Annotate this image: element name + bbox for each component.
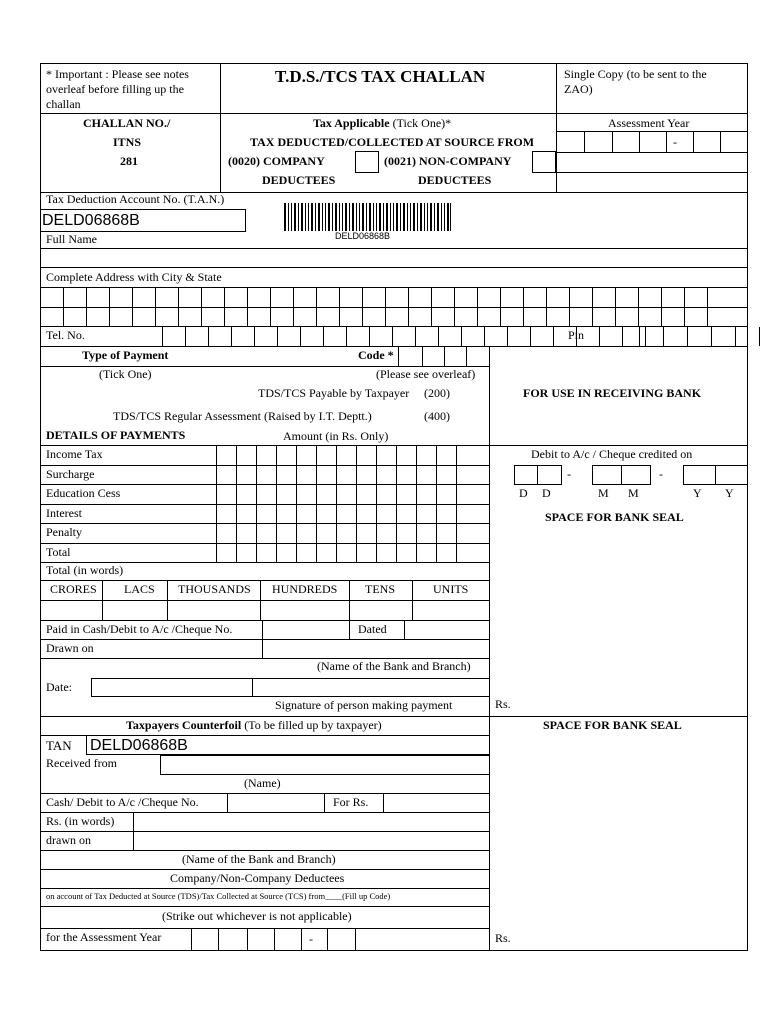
grid-line (454, 287, 455, 327)
itns-number: 281 (120, 154, 138, 168)
paid-in-label: Paid in Cash/Debit to A/c /Cheque No. (46, 622, 233, 636)
grid-line (456, 445, 457, 562)
details-row-label: Surcharge (46, 467, 95, 481)
signature-label: Signature of person making payment (275, 698, 453, 712)
units-label-crores: CRORES (50, 582, 97, 596)
grid-line (216, 445, 217, 562)
grid-line (301, 928, 302, 950)
tan-label: Tax Deduction Account No. (T.A.N.) (46, 192, 225, 206)
grid-line (489, 445, 490, 562)
grid-line (109, 287, 110, 327)
grid-line (40, 465, 490, 466)
counterfoil-cheque-field[interactable] (228, 794, 324, 812)
units-label-thousands: THOUSANDS (178, 582, 251, 596)
grid-line (408, 287, 409, 327)
grid-line (40, 287, 41, 327)
cheque-no-field[interactable] (263, 621, 349, 639)
option-payable-by-taxpayer[interactable]: TDS/TCS Payable by Taxpayer (258, 386, 410, 400)
grid-line (40, 523, 490, 524)
grid-line (362, 287, 363, 327)
date-fmt-m1: M (598, 486, 609, 500)
grid-line (431, 287, 432, 327)
grid-line (661, 287, 662, 327)
company-code: (0020) COMPANY (228, 154, 325, 168)
grid-line (208, 327, 209, 346)
counterfoil-title: Taxpayers Counterfoil (To be filled up by taxpayer) (126, 718, 382, 732)
grid-line (274, 928, 275, 950)
grid-line (40, 543, 490, 544)
total-in-words-label: Total (in words) (46, 563, 124, 577)
units-label-units: UNITS (433, 582, 469, 596)
noncompany-tick-box[interactable] (532, 151, 556, 173)
grid-line (40, 307, 748, 308)
grid-line (461, 327, 462, 346)
company-sub: DEDUCTEES (262, 173, 336, 187)
date-field[interactable] (91, 678, 253, 697)
grid-line (316, 445, 317, 562)
drawn-on-label: Drawn on (46, 641, 94, 655)
grid-line (477, 287, 478, 327)
grid-line (224, 287, 225, 327)
code-label: Code * (358, 348, 394, 362)
please-see-overleaf: (Please see overleaf) (376, 367, 476, 381)
bank-use-label: FOR USE IN RECEIVING BANK (523, 386, 702, 400)
tan-input[interactable]: DELD06868B (40, 209, 246, 232)
tax-applicable-label: Tax Applicable (Tick One)* (313, 116, 452, 130)
grid-line (392, 327, 393, 346)
code-boxes[interactable] (398, 347, 489, 366)
deductees-label: Company/Non-Company Deductees (170, 871, 345, 885)
grid-line (296, 445, 297, 562)
grid-line (178, 287, 179, 327)
grid-line (639, 327, 640, 346)
debit-label: Debit to A/c / Cheque credited on (531, 447, 693, 461)
units-label-hundreds: HUNDREDS (272, 582, 338, 596)
counterfoil-bank-branch: (Name of the Bank and Branch) (182, 852, 336, 866)
grid-line (530, 327, 531, 346)
tan-barcode (284, 203, 452, 231)
grid-line (270, 287, 271, 327)
dated-field[interactable] (405, 621, 489, 639)
name-caption: (Name) (244, 776, 281, 790)
grid-line (707, 287, 708, 327)
grid-line (615, 287, 616, 327)
grid-line (546, 287, 547, 327)
counterfoil-year-dash: - (309, 932, 313, 946)
grid-line (40, 326, 748, 327)
full-name-label: Full Name (46, 232, 97, 246)
grid-line (231, 327, 232, 346)
tel-label: Tel. No. (46, 328, 85, 342)
grid-line (63, 287, 64, 327)
company-tick-box[interactable] (355, 151, 379, 173)
grid-line (396, 445, 397, 562)
date-dash-1: - (567, 467, 571, 481)
grid-line (759, 327, 760, 346)
grid-line (484, 327, 485, 346)
grid-line (247, 287, 248, 327)
option-regular-assessment[interactable]: TDS/TCS Regular Assessment (Raised by I.T. Deptt.) (113, 409, 372, 423)
challan-no-label: CHALLAN NO./ (83, 116, 171, 130)
tax-deducted-line: TAX DEDUCTED/COLLECTED AT SOURCE FROM (250, 135, 535, 149)
grid-line (86, 287, 87, 327)
grid-line (218, 928, 219, 950)
grid-line (256, 445, 257, 562)
for-rs-field[interactable] (384, 794, 489, 812)
grid-line (684, 287, 685, 327)
counterfoil-drawn-on-field[interactable] (134, 832, 489, 850)
grid-line (687, 327, 688, 346)
amount-label: Amount (in Rs. Only) (283, 429, 389, 443)
grid-line (500, 287, 501, 327)
rs-in-words-label: Rs. (in words) (46, 814, 115, 828)
on-account-label: on account of Tax Deducted at Source (TDS)/Tax Collected at Source (TCS) from____(Fill up Code) (46, 891, 391, 901)
grid-line (376, 445, 377, 562)
barcode-caption: DELD06868B (335, 231, 391, 241)
noncompany-sub: DEDUCTEES (418, 173, 492, 187)
date-dd-box[interactable] (514, 465, 562, 485)
pin-label: Pin (568, 328, 585, 342)
grid-line (201, 287, 202, 327)
received-from-field[interactable] (160, 755, 490, 775)
grid-line (336, 445, 337, 562)
counterfoil-assessment-year-boxes[interactable] (191, 928, 365, 950)
grid-line (339, 287, 340, 327)
option-400-code: (400) (424, 409, 450, 423)
grid-line (438, 327, 439, 346)
counterfoil-cash-label: Cash/ Debit to A/c /Cheque No. (46, 795, 199, 809)
grid-line (132, 287, 133, 327)
date-fmt-m2: M (628, 486, 639, 500)
for-rs-label: For Rs. (333, 795, 369, 809)
grid-line (369, 327, 370, 346)
grid-line (735, 327, 736, 346)
counterfoil-tan-input[interactable]: DELD06868B (86, 735, 490, 755)
grid-line (293, 287, 294, 327)
details-row-label: Education Cess (46, 486, 121, 500)
option-200-code: (200) (424, 386, 450, 400)
date-fmt-y2: Y (725, 486, 734, 500)
grid-line (247, 928, 248, 950)
grid-line (191, 928, 192, 950)
grid-line (316, 287, 317, 327)
grid-line (155, 287, 156, 327)
details-table (40, 445, 490, 562)
full-name-field[interactable] (40, 249, 747, 267)
grid-line (507, 327, 508, 346)
units-label-tens: TENS (365, 582, 395, 596)
grid-line (346, 327, 347, 346)
grid-line (592, 287, 593, 327)
assessment-year-dash: - (673, 135, 677, 149)
rs-in-words-field[interactable] (134, 813, 489, 831)
grid-line (276, 445, 277, 562)
grid-line (323, 327, 324, 346)
grid-line (162, 327, 163, 346)
grid-line (645, 327, 646, 346)
assessment-year-label: Assessment Year (608, 116, 690, 130)
grid-line (415, 327, 416, 346)
bank-rs-label: Rs. (495, 697, 511, 711)
counterfoil-tan-label: TAN (46, 738, 72, 753)
address-grid[interactable] (40, 287, 748, 347)
grid-line (40, 504, 490, 505)
details-heading: DETAILS OF PAYMENTS (46, 428, 186, 442)
counterfoil-assessment-year-label: for the Assessment Year (46, 930, 162, 944)
grid-line (277, 327, 278, 346)
details-row-label: Income Tax (46, 447, 103, 461)
units-row (40, 580, 490, 620)
grid-line (416, 445, 417, 562)
strike-out-label: (Strike out whichever is not applicable) (162, 909, 352, 923)
drawn-on-field[interactable] (263, 640, 489, 658)
grid-line (638, 287, 639, 327)
details-row-label: Penalty (46, 525, 82, 539)
counterfoil-seal-label: SPACE FOR BANK SEAL (543, 718, 682, 732)
units-label-lacs: LACS (124, 582, 155, 596)
dated-label: Dated (358, 622, 387, 636)
date-label: Date: (46, 680, 72, 694)
grid-line (40, 600, 490, 601)
itns-label: ITNS (113, 135, 142, 149)
challan-title: T.D.S./TCS TAX CHALLAN (275, 67, 486, 86)
single-copy-note: Single Copy (to be sent to the ZAO) (564, 67, 707, 96)
bank-seal-label: SPACE FOR BANK SEAL (545, 510, 684, 524)
grid-line (327, 928, 328, 950)
grid-line (300, 327, 301, 346)
grid-line (385, 287, 386, 327)
grid-line (40, 484, 490, 485)
received-from-label: Received from (46, 756, 117, 770)
grid-line (236, 445, 237, 562)
date-fmt-d2: D (542, 486, 551, 500)
grid-line (622, 327, 623, 346)
grid-line (663, 327, 664, 346)
counterfoil-drawn-on-label: drawn on (46, 833, 91, 847)
bank-branch-label: (Name of the Bank and Branch) (317, 659, 471, 673)
grid-line (599, 327, 600, 346)
date-fmt-d1: D (519, 486, 528, 500)
date-fmt-y1: Y (693, 486, 702, 500)
grid-line (523, 287, 524, 327)
type-of-payment-label: Type of Payment (82, 348, 169, 362)
tick-one-label: (Tick One) (99, 367, 152, 381)
noncompany-code: (0021) NON-COMPANY (384, 154, 512, 168)
date-dash-2: - (659, 467, 663, 481)
grid-line (569, 287, 570, 327)
counterfoil-rs-label: Rs. (495, 931, 511, 945)
details-row-label: Total (46, 545, 71, 559)
address-label: Complete Address with City & State (46, 270, 222, 284)
important-note: * Important : Please see notes overleaf before filling up the challan (46, 67, 189, 111)
grid-line (356, 445, 357, 562)
details-row-label: Interest (46, 506, 82, 520)
grid-line (355, 928, 356, 950)
grid-line (254, 327, 255, 346)
grid-line (436, 445, 437, 562)
grid-line (185, 327, 186, 346)
grid-line (711, 327, 712, 346)
grid-line (553, 327, 554, 346)
